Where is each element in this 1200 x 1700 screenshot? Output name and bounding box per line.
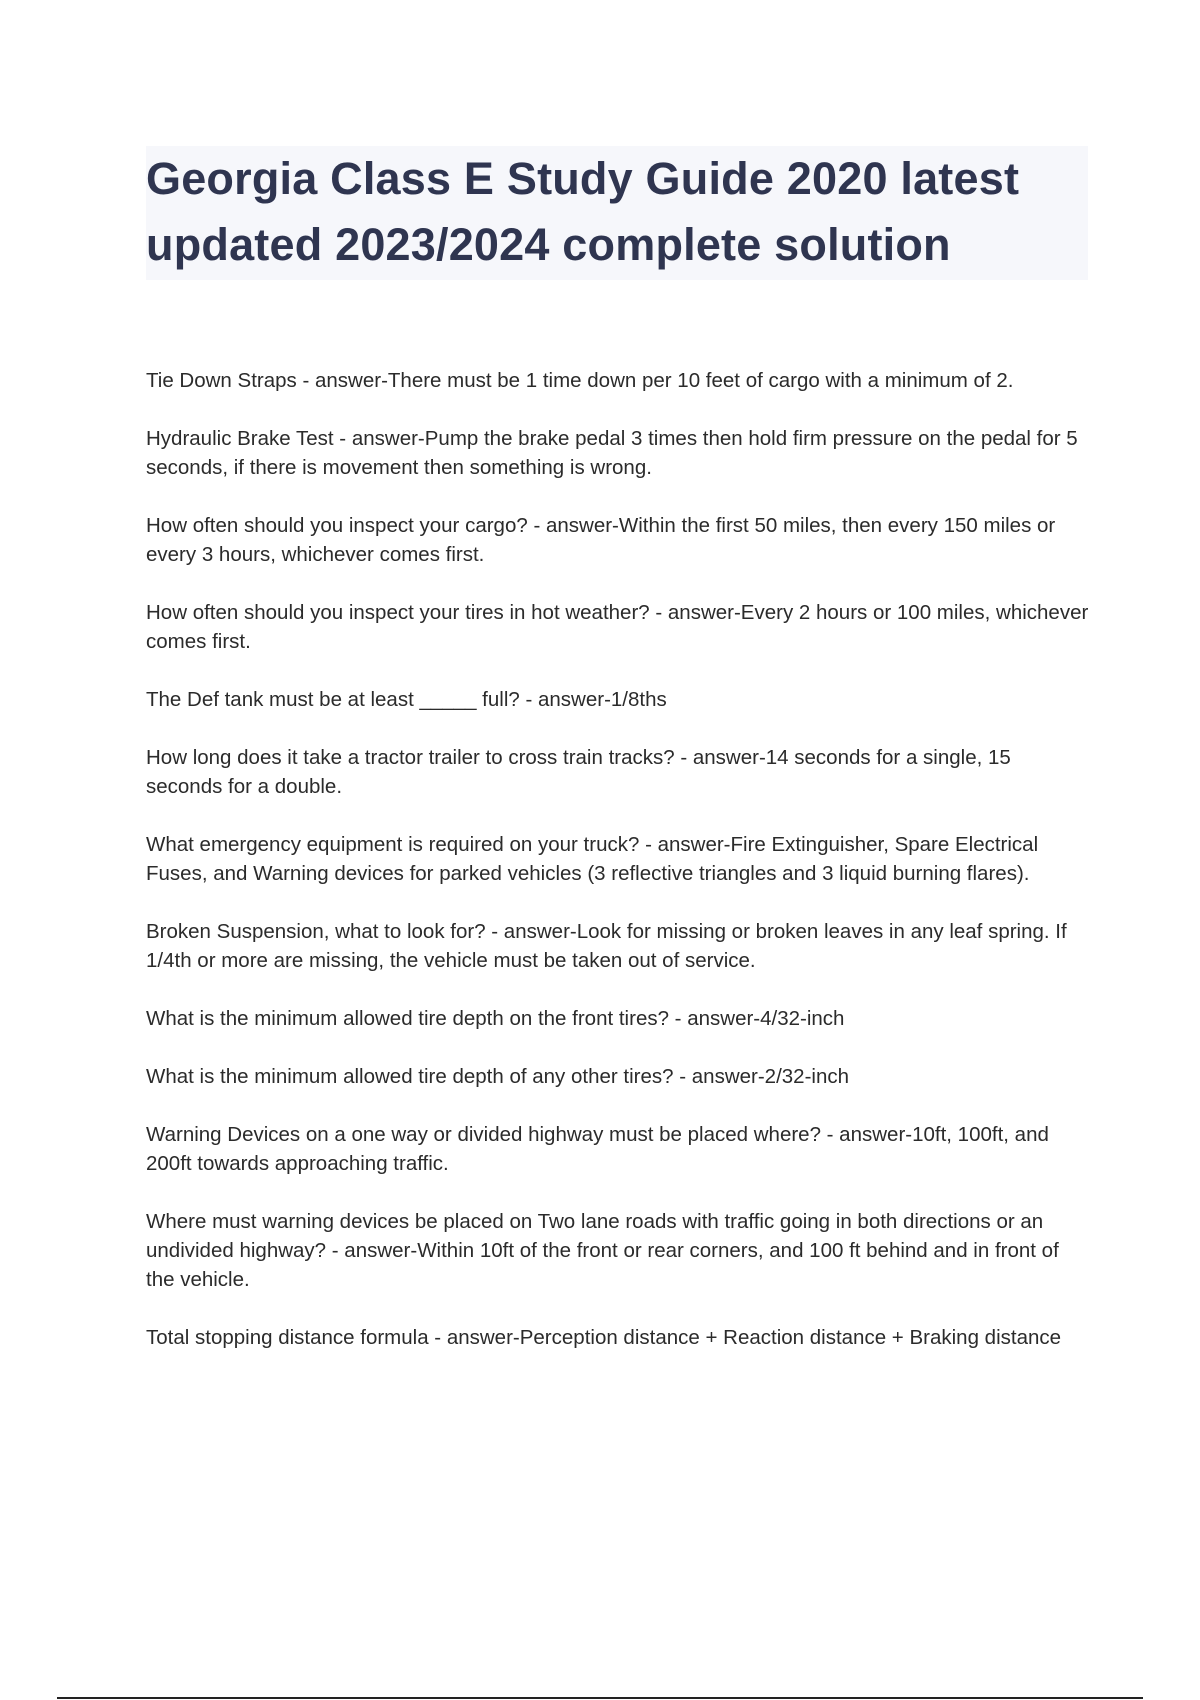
title-banner [146, 146, 1088, 280]
qa-item: How often should you inspect your cargo? - answer-Within the first 50 miles, then every 150 miles or every 3 hours, whichever comes first. [146, 514, 1056, 566]
qa-item: What emergency equipment is required on your truck? - answer-Fire Extinguisher, Spare Electrical Fuses, and Warning devices for parked vehicles (3 reflective triangles and 3 liquid burning flares). [146, 833, 1039, 885]
qa-item: Hydraulic Brake Test - answer-Pump the brake pedal 3 times then hold firm pressure on the pedal for 5 seconds, if there is movement then something is wrong. [146, 427, 1078, 479]
qa-item: Where must warning devices be placed on Two lane roads with traffic going in both directions or an undivided highway? - answer-Within 10ft of the front or rear corners, and 100 ft behind and in front of the vehicle. [146, 1210, 1059, 1291]
footer-divider [57, 1697, 1143, 1699]
qa-list [146, 366, 1091, 1381]
qa-item: Tie Down Straps - answer-There must be 1 time down per 10 feet of cargo with a minimum of 2. [146, 369, 1014, 392]
qa-item: The Def tank must be at least _____ full? - answer-1/8ths [146, 688, 667, 711]
qa-item: What is the minimum allowed tire depth on the front tires? - answer-4/32-inch [146, 1007, 845, 1030]
qa-item: How often should you inspect your tires in hot weather? - answer-Every 2 hours or 100 miles, whichever comes first. [146, 601, 1089, 653]
qa-item: Broken Suspension, what to look for? - answer-Look for missing or broken leaves in any leaf spring. If 1/4th or more are missing, the vehicle must be taken out of service. [146, 920, 1067, 972]
page-title: Georgia Class E Study Guide 2020 latest updated 2023/2024 complete solution [146, 153, 1020, 270]
qa-item: What is the minimum allowed tire depth of any other tires? - answer-2/32-inch [146, 1065, 850, 1088]
qa-item: Total stopping distance formula - answer-Perception distance + Reaction distance + Braking distance [146, 1326, 1062, 1349]
qa-item: Warning Devices on a one way or divided highway must be placed where? - answer-10ft, 100ft, and 200ft towards approaching traffic. [146, 1123, 1049, 1175]
qa-item: How long does it take a tractor trailer to cross train tracks? - answer-14 seconds for a single, 15 seconds for a double. [146, 746, 1011, 798]
